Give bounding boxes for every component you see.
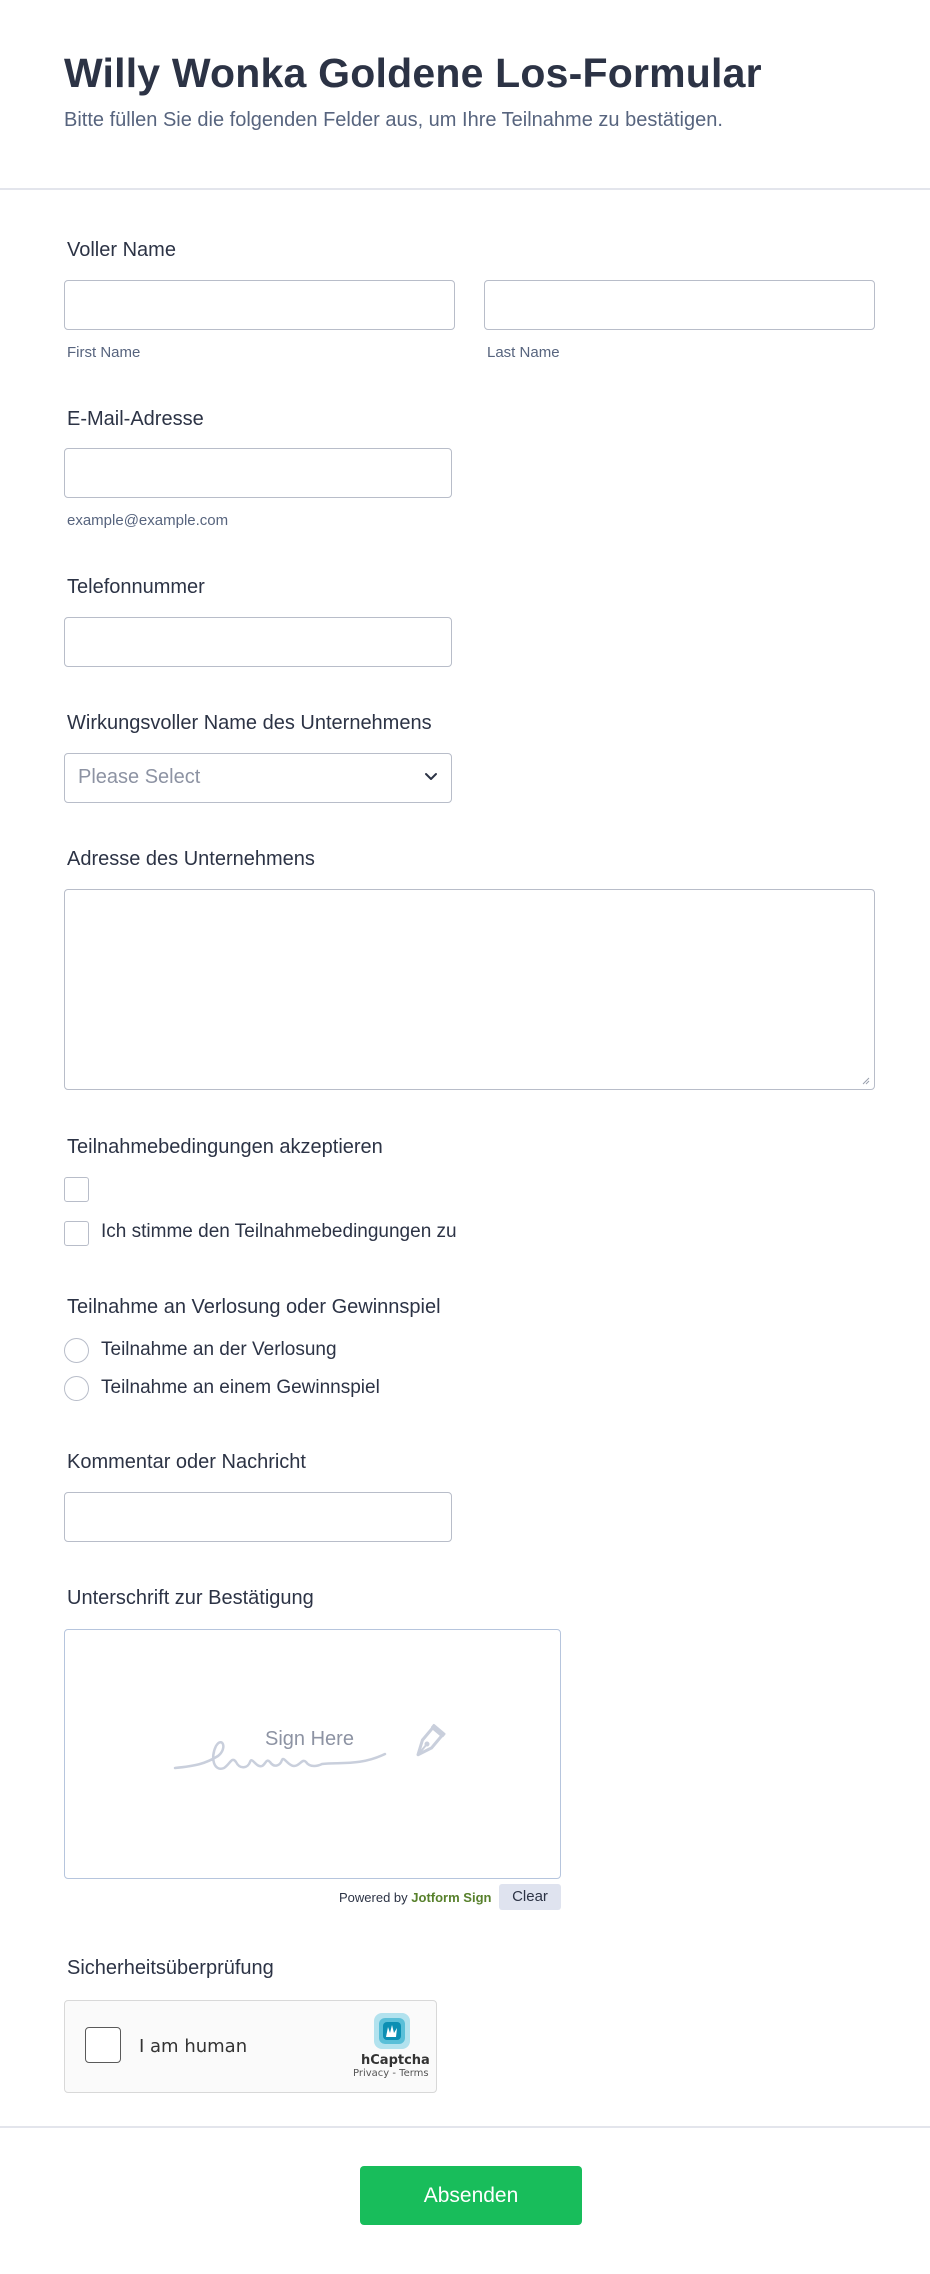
company-address-label: Adresse des Unternehmens [67,848,315,870]
sign-here-placeholder: Sign Here [265,1728,354,1750]
form-title: Willy Wonka Goldene Los-Formular [64,50,762,96]
phone-input[interactable] [64,617,452,667]
hcaptcha-widget [64,2000,437,2093]
powered-by-prefix: Powered by [339,1890,408,1905]
form-header [0,0,930,190]
security-label: Sicherheitsüberprüfung [67,1957,274,1979]
terms-agree-label[interactable]: Ich stimme den Teilnahmebedingungen zu [101,1221,457,1242]
first-name-input[interactable] [64,280,455,330]
hcaptcha-brand: hCaptcha [361,2053,430,2068]
form-subtitle: Bitte füllen Sie die folgenden Felder aus, um Ihre Teilnahme zu bestätigen. [64,109,723,131]
hcaptcha-label: I am human [139,2036,248,2057]
contest-option-label[interactable]: Teilnahme an einem Gewinnspiel [101,1377,380,1398]
last-name-sublabel: Last Name [487,344,560,361]
hcaptcha-logo-icon [370,2009,414,2053]
company-address-textarea[interactable] [64,889,875,1090]
email-input[interactable] [64,448,452,498]
terms-label: Teilnahmebedingungen akzeptieren [67,1136,383,1158]
company-name-select[interactable] [64,753,452,803]
first-name-sublabel: First Name [67,344,141,361]
signature-clear-button[interactable]: Clear [499,1884,561,1910]
pen-nib-icon [405,1722,449,1766]
powered-by-text [339,1890,491,1905]
contest-radio[interactable] [64,1376,89,1401]
comment-input[interactable] [64,1492,452,1542]
company-name-placeholder: Please Select [78,766,201,788]
footer-divider [0,2126,930,2128]
terms-checkbox-agree[interactable] [64,1221,89,1246]
submit-button[interactable]: Absenden [360,2166,582,2225]
company-name-label: Wirkungsvoller Name des Unternehmens [67,712,432,734]
terms-checkbox-empty[interactable] [64,1177,89,1202]
comment-label: Kommentar oder Nachricht [67,1451,306,1473]
signature-pad[interactable] [64,1629,561,1879]
signature-label: Unterschrift zur Bestätigung [67,1587,314,1609]
email-label: E-Mail-Adresse [67,408,204,430]
chevron-down-icon [423,768,439,784]
raffle-option-label[interactable]: Teilnahme an der Verlosung [101,1339,337,1360]
hcaptcha-links[interactable]: Privacy - Terms [353,2068,429,2079]
phone-label: Telefonnummer [67,576,205,598]
full-name-label: Voller Name [67,239,176,261]
participation-label: Teilnahme an Verlosung oder Gewinnspiel [67,1296,441,1318]
email-sublabel: example@example.com [67,512,229,529]
raffle-radio[interactable] [64,1338,89,1363]
hcaptcha-checkbox[interactable] [85,2027,121,2063]
last-name-input[interactable] [484,280,875,330]
jotform-sign-brand[interactable]: Jotform Sign [411,1890,492,1905]
resize-handle-icon[interactable] [860,1075,870,1085]
